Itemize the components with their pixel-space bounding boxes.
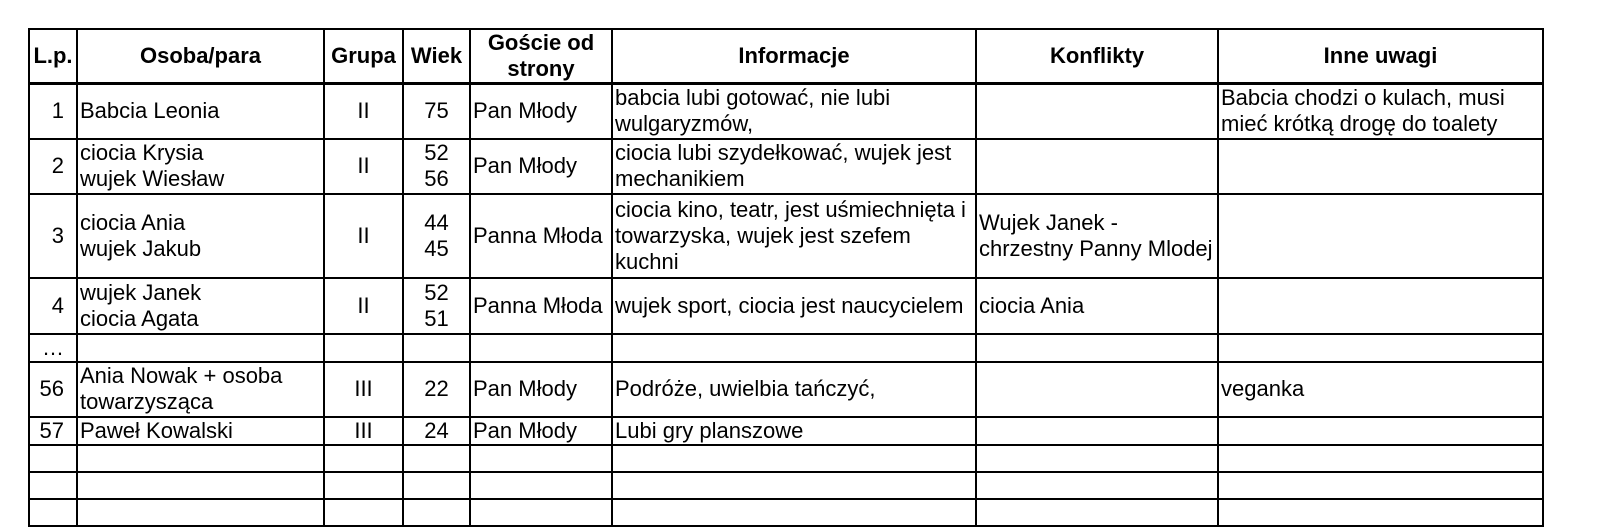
header-osoba: Osoba/para <box>77 29 324 84</box>
cell-informacje <box>612 445 976 472</box>
cell-lp <box>29 194 77 278</box>
cell-lp <box>29 499 77 526</box>
cell-osoba <box>77 278 324 334</box>
cell-lp <box>29 417 77 445</box>
cell-lp <box>29 362 77 417</box>
cell-strona <box>470 472 612 499</box>
cell-konflikty <box>976 278 1218 334</box>
cell-uwagi <box>1218 139 1543 194</box>
cell-strona <box>470 417 612 445</box>
cell-uwagi <box>1218 194 1543 278</box>
table-row <box>29 499 1543 526</box>
cell-osoba <box>77 84 324 139</box>
cell-wiek <box>403 334 470 362</box>
cell-lp <box>29 472 77 499</box>
cell-osoba <box>77 194 324 278</box>
cell-grupa-text: III <box>354 417 373 443</box>
cell-grupa <box>324 334 403 362</box>
cell-lp-text: 2 <box>51 153 64 178</box>
table-row <box>29 472 1543 499</box>
cell-wiek <box>403 139 470 194</box>
cell-uwagi <box>1218 417 1543 445</box>
cell-uwagi <box>1218 334 1543 362</box>
cell-strona <box>470 84 612 139</box>
cell-wiek-line: 52 <box>424 140 449 165</box>
cell-wiek-line: 44 <box>424 209 449 235</box>
cell-osoba <box>77 499 324 526</box>
cell-grupa <box>324 472 403 499</box>
cell-informacje-text: ciocia lubi szydełkować, wujek jest mechanikiem <box>615 140 952 191</box>
cell-informacje <box>612 194 976 278</box>
cell-uwagi <box>1218 472 1543 499</box>
cell-grupa-text: III <box>354 376 373 401</box>
cell-informacje <box>612 84 976 139</box>
table-row <box>29 445 1543 472</box>
cell-konflikty <box>976 334 1218 362</box>
table-row <box>29 362 1543 417</box>
cell-grupa <box>324 417 403 445</box>
cell-konflikty <box>976 472 1218 499</box>
cell-osoba-line: ciocia Krysia <box>80 140 204 165</box>
table-row <box>29 278 1543 334</box>
cell-konflikty <box>976 194 1218 278</box>
cell-osoba-line: wujek Janek <box>80 279 202 305</box>
cell-wiek-line: 75 <box>424 98 449 124</box>
cell-osoba-line: ciocia Agata <box>80 305 199 331</box>
cell-informacje-text: Podróże, uwielbia tańczyć, <box>615 376 876 401</box>
cell-lp <box>29 278 77 334</box>
cell-osoba <box>77 139 324 194</box>
cell-lp-text: 56 <box>39 376 64 401</box>
header-uwagi: Inne uwagi <box>1218 29 1543 84</box>
header-strona: Goście od strony <box>470 29 612 84</box>
cell-strona <box>470 362 612 417</box>
table-row <box>29 334 1543 362</box>
cell-wiek-line: 56 <box>424 166 449 191</box>
cell-uwagi <box>1218 362 1543 417</box>
cell-strona <box>470 334 612 362</box>
cell-konflikty <box>976 362 1218 417</box>
cell-grupa-text: II <box>357 153 370 178</box>
cell-informacje <box>612 499 976 526</box>
cell-osoba <box>77 417 324 445</box>
header-konflikty: Konflikty <box>976 29 1218 84</box>
cell-konflikty <box>976 84 1218 139</box>
cell-strona-text: Pan Młody <box>473 98 577 124</box>
cell-uwagi-text: veganka <box>1221 376 1305 401</box>
cell-wiek-line: 24 <box>424 417 449 443</box>
cell-grupa-text: II <box>357 222 370 248</box>
cell-informacje-text: wujek sport, ciocia jest naucycielem <box>615 292 964 318</box>
cell-grupa-text: II <box>357 292 370 318</box>
header-wiek: Wiek <box>403 29 470 84</box>
cell-strona-text: Panna Młoda <box>473 222 603 248</box>
cell-informacje-text: Lubi gry planszowe <box>615 417 804 443</box>
cell-lp-text: 4 <box>51 292 64 318</box>
header-lp: L.p. <box>29 29 77 84</box>
cell-wiek <box>403 445 470 472</box>
table-row <box>29 194 1543 278</box>
cell-informacje <box>612 334 976 362</box>
cell-osoba-line: Babcia Leonia <box>80 98 220 124</box>
cell-wiek <box>403 417 470 445</box>
cell-grupa <box>324 194 403 278</box>
cell-grupa-text: II <box>357 98 370 124</box>
cell-wiek <box>403 194 470 278</box>
cell-konflikty-text: Wujek Janek - chrzestny Panny Mlodej <box>979 209 1213 261</box>
cell-osoba-line: wujek Wiesław <box>80 166 225 191</box>
cell-lp-text: 57 <box>39 417 64 443</box>
cell-osoba-line: ciocia Ania <box>80 209 186 235</box>
cell-informacje <box>612 417 976 445</box>
header-grupa: Grupa <box>324 29 403 84</box>
cell-strona <box>470 194 612 278</box>
cell-lp <box>29 84 77 139</box>
cell-lp-text: 3 <box>51 222 64 248</box>
cell-grupa <box>324 499 403 526</box>
guest-list-sheet <box>28 28 1544 527</box>
cell-informacje-text: babcia lubi gotować, nie lubi wulgaryzmów, <box>615 85 891 137</box>
cell-osoba-line: Ania Nowak + osoba <box>80 363 283 388</box>
table-body <box>29 84 1543 526</box>
cell-lp <box>29 445 77 472</box>
cell-grupa <box>324 445 403 472</box>
header-row <box>29 29 1543 84</box>
guest-table <box>28 28 1544 527</box>
cell-informacje <box>612 472 976 499</box>
cell-wiek <box>403 472 470 499</box>
cell-wiek-line: 22 <box>424 376 449 401</box>
cell-grupa <box>324 84 403 139</box>
cell-uwagi <box>1218 499 1543 526</box>
cell-lp <box>29 139 77 194</box>
cell-strona <box>470 139 612 194</box>
cell-strona <box>470 445 612 472</box>
table-row <box>29 417 1543 445</box>
cell-wiek <box>403 84 470 139</box>
table-row <box>29 139 1543 194</box>
cell-strona-text: Pan Młody <box>473 376 577 401</box>
header-informacje: Informacje <box>612 29 976 84</box>
cell-lp <box>29 334 77 362</box>
cell-strona-text: Pan Młody <box>473 153 577 178</box>
cell-osoba <box>77 445 324 472</box>
cell-konflikty-text: ciocia Ania <box>979 292 1085 318</box>
cell-uwagi <box>1218 84 1543 139</box>
cell-lp-text: 1 <box>51 98 64 124</box>
cell-konflikty <box>976 445 1218 472</box>
cell-osoba <box>77 472 324 499</box>
cell-osoba <box>77 362 324 417</box>
cell-informacje <box>612 139 976 194</box>
table-row <box>29 84 1543 139</box>
cell-strona <box>470 499 612 526</box>
cell-grupa <box>324 139 403 194</box>
cell-uwagi-text: Babcia chodzi o kulach, musi mieć krótką drogę do toalety <box>1221 85 1505 137</box>
cell-wiek-line: 52 <box>424 279 449 305</box>
cell-konflikty <box>976 417 1218 445</box>
cell-uwagi <box>1218 445 1543 472</box>
cell-strona-text: Panna Młoda <box>473 292 603 318</box>
cell-strona-text: Pan Młody <box>473 417 577 443</box>
cell-osoba-line: towarzysząca <box>80 389 214 414</box>
cell-strona <box>470 278 612 334</box>
cell-wiek-line: 51 <box>424 305 449 331</box>
cell-wiek-line: 45 <box>424 235 449 261</box>
cell-osoba <box>77 334 324 362</box>
cell-konflikty <box>976 499 1218 526</box>
cell-uwagi <box>1218 278 1543 334</box>
cell-osoba-line: Paweł Kowalski <box>80 417 233 443</box>
cell-informacje <box>612 362 976 417</box>
cell-grupa <box>324 278 403 334</box>
cell-osoba-line: wujek Jakub <box>80 235 202 261</box>
cell-grupa <box>324 362 403 417</box>
cell-wiek <box>403 278 470 334</box>
cell-wiek <box>403 362 470 417</box>
cell-konflikty <box>976 139 1218 194</box>
cell-wiek <box>403 499 470 526</box>
cell-informacje-text: ciocia kino, teatr, jest uśmiechnięta i towarzyska, wujek jest szefem kuchni <box>615 196 966 274</box>
cell-informacje <box>612 278 976 334</box>
cell-lp-text: … <box>42 334 64 360</box>
